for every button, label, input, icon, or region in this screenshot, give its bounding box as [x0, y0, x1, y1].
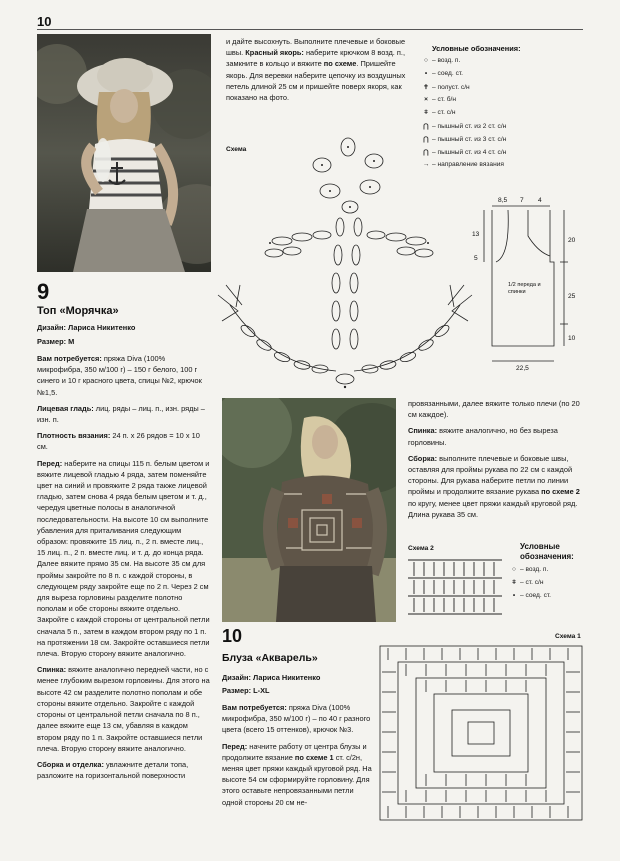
legend-1-item: ✝ – полуст. с/н	[420, 83, 470, 91]
photo-model-9	[37, 34, 211, 272]
photo-model-9-image	[37, 34, 211, 272]
scheme-1-chart	[376, 642, 586, 824]
dim-left-2: 5	[474, 255, 478, 262]
slip-stitch-icon: •	[512, 592, 516, 599]
scheme-2-label: Схема 2	[408, 545, 434, 552]
legend-1-item: ⋂ – пышный ст. из 4 ст. с/н	[420, 148, 506, 156]
scheme-1-label: Схема 1	[555, 633, 581, 640]
legend-2-item: • – соед. ст.	[508, 592, 551, 599]
puff-4-icon: ⋂	[423, 149, 429, 156]
model-10-materials-label: Вам потребуется:	[222, 703, 287, 712]
pattern-center-label: 1/2 переда и спинки	[508, 282, 541, 295]
gauge-label: Плотность вязания:	[37, 431, 111, 441]
model-10-title: Блуза «Акварель»	[222, 652, 318, 664]
assembly-label: Сборка и отделка:	[37, 759, 104, 769]
legend-1-item: ⋂ – пышный ст. из 2 ст. с/н	[420, 122, 506, 130]
model-10-size: Размер: L-XL	[222, 686, 270, 695]
model-10-body	[222, 702, 372, 808]
legend-1-item: ǂ – ст. с/н	[420, 109, 456, 116]
model-9-designer: Дизайн: Лариса Никитенко	[37, 323, 136, 332]
anchor-instructions	[226, 36, 406, 103]
assembly-scheme-ref: по схеме 2	[541, 487, 580, 497]
legend-2-item: ○ – возд. п.	[508, 566, 548, 573]
dim-right-1: 20	[568, 237, 576, 244]
single-crochet-icon: ×	[424, 96, 428, 103]
anchor-scheme-caption: Схема	[226, 146, 247, 153]
model-10-front-b: ст. с/2н, меняя цвет пряжи каждый круговой ряд. На высоте 54 см сформируйте горловину. Для этого оставьте непровязанными петли одной стороны 20 см не-	[222, 752, 372, 807]
continued-text: провязанными, далее вяжите только плечи (по 20 см каждое).	[408, 399, 580, 420]
model-10-continued	[408, 398, 586, 520]
assembly-text-10-a: выполните плечевые и боковые швы, оставляя для проймы рукава по 22 см с каждой стороны. Для рукава наберите петли по линии проймы и продолжите вязание рукава	[408, 453, 573, 497]
assembly-text: увлажните детали топа, разложите на горизонтальной поверхности	[37, 759, 189, 781]
model-10-front-ref: по схеме 1	[294, 752, 334, 762]
anchor-text-a: и дайте высохнуть. Выполните плечевые и боковые швы.	[226, 37, 406, 58]
arrow-right-icon: →	[422, 161, 430, 168]
dim-top-1: 8,5	[498, 197, 508, 204]
chain-icon: ○	[424, 57, 428, 64]
materials-text: пряжа Diva (100% микрофибра, 350 м/100 г) – 150 г белого, 100 г синего и 10 г красного цвета, спицы №2, крючок №1,5.	[37, 354, 202, 397]
model-9-number: 9	[37, 279, 50, 304]
slip-stitch-icon: •	[424, 70, 428, 77]
dim-bottom: 22,5	[516, 365, 529, 372]
dim-left-1: 13	[472, 231, 480, 238]
assembly-text-10-b: по кругу, менее цвет пряжи каждый круговой ряд. Длина рукава 35 см.	[408, 498, 578, 519]
scheme-2-svg	[406, 556, 504, 616]
assembly-label-10: Сборка:	[408, 453, 438, 463]
model-10-number: 10	[222, 626, 243, 646]
chain-icon: ○	[512, 566, 516, 573]
legend-1-item: • – соед. ст.	[420, 70, 463, 77]
pattern-schematic	[468, 196, 583, 386]
photo-model-10	[222, 398, 396, 622]
legend-2-title: Условные обозначения:	[520, 542, 574, 561]
model-10-designer: Дизайн: Лариса Никитенко	[222, 673, 321, 682]
materials-label: Вам потребуется:	[37, 354, 102, 363]
anchor-text-c: . Пришейте якорь. Для веревки наберите цепочку из воздушных петель длиной 25 см и пришейте поверх якоря, как показано на фото.	[226, 59, 406, 103]
puff-2-icon: ⋂	[423, 123, 429, 130]
double-crochet-icon: ǂ	[424, 109, 428, 116]
gauge-text: 24 п. х 26 рядов = 10 х 10 см.	[37, 431, 200, 452]
half-double-crochet-icon: ✝	[423, 84, 429, 91]
model-10-front-label: Перед:	[222, 741, 248, 751]
anchor-label: Красный якорь:	[245, 48, 304, 58]
dim-top-2: 7	[520, 197, 524, 204]
puff-3-icon: ⋂	[423, 136, 429, 143]
back-text-10: вяжите аналогично, но без выреза горловины.	[408, 426, 558, 447]
legend-2-item: ǂ – ст. с/н	[508, 579, 544, 586]
model-10-materials: пряжа Diva (100% микрофибра, 350 м/100 г) – по 40 г разного цвета (всего 15 оттенков), крючок №3.	[222, 703, 371, 735]
model-10-front-a: начните работу от центра блузы и продолжите вязание	[222, 741, 367, 762]
scheme-2-chart	[406, 556, 504, 616]
model-9-title: Топ «Морячка»	[37, 305, 119, 317]
dim-top-3: 4	[538, 197, 542, 204]
legend-1-item: → – направление вязания	[420, 161, 504, 168]
header-rule	[37, 29, 583, 30]
page-number: 10	[37, 14, 52, 29]
legend-1	[420, 44, 585, 194]
dim-right-2: 25	[568, 293, 576, 300]
back-label: Спинка:	[37, 665, 67, 675]
model-9-size: Размер: M	[37, 337, 75, 346]
back-text: вяжите аналогично передней части, но с менее глубоким вырезом горловины. Для этого на высоте 42 см разделите полотно пополам и обе стороны вяжите отдельно. Закройте с каждой стороны от центральной петли сначала по 8 п., далее вяжите еще 13 см, убавляя в каждом втором ряду по 1 п. Закройте оставшиеся петли плеча. Вторую сторону вяжите аналогично.	[37, 665, 210, 753]
legend-2	[508, 542, 588, 612]
dim-right-3: 10	[568, 335, 576, 342]
stitch-text: лиц. ряды – лиц. п., изн. ряды – изн. п.	[37, 403, 205, 425]
front-label: Перед:	[37, 458, 63, 468]
front-text: наберите на спицы 115 п. белым цветом и вяжите лицевой гладью 4 ряда, затем поменяйте цвет на синий и провяжите 2 ряда также лицевой гладью, затем снова 4 ряда белым цветом и т. д., чередуя цветные полосы в аналогичной последовательности. На высоте 10 см выполните убавления для приталивания следующим образом: провяжите 15 лиц. п., 2 п. вместе лиц., 15 лиц. п., 2 п. вместе лиц. и т. д. до конца ряда. Далее вяжите прямо 35 см. На высоте 35 см для проймы закройте по 8 п. с каждой стороны, в следующем ряду закройте еще по 2 п. Через 2 см для выреза горловины разделите полотно пополам и обе стороны вяжите отдельно. Закройте с каждой стороны от центральной петли сначала 5 п., затем в каждом втором ряду по 1 п. на протяжении 18 см. Закройте оставшиеся петли плеча. Вторую сторону вяжите аналогично.	[37, 458, 210, 659]
stitch-label: Лицевая гладь:	[37, 403, 94, 413]
anchor-scheme-ref: по схеме	[323, 59, 357, 69]
model-9-body	[37, 353, 211, 781]
double-crochet-icon: ǂ	[512, 579, 516, 586]
legend-1-item: ⋂ – пышный ст. из 3 ст. с/н	[420, 135, 506, 143]
anchor-text-b: наберите крючком 8 возд. п., замкните в кольцо и вяжите	[226, 48, 406, 69]
legend-1-item: ○ – возд. п.	[420, 57, 460, 64]
legend-1-title: Условные обозначения:	[432, 44, 521, 53]
photo-model-10-image	[222, 398, 396, 622]
legend-1-item: × – ст. б/н	[420, 96, 456, 103]
back-label-10: Спинка:	[408, 426, 438, 436]
scheme-1-svg	[376, 642, 586, 824]
